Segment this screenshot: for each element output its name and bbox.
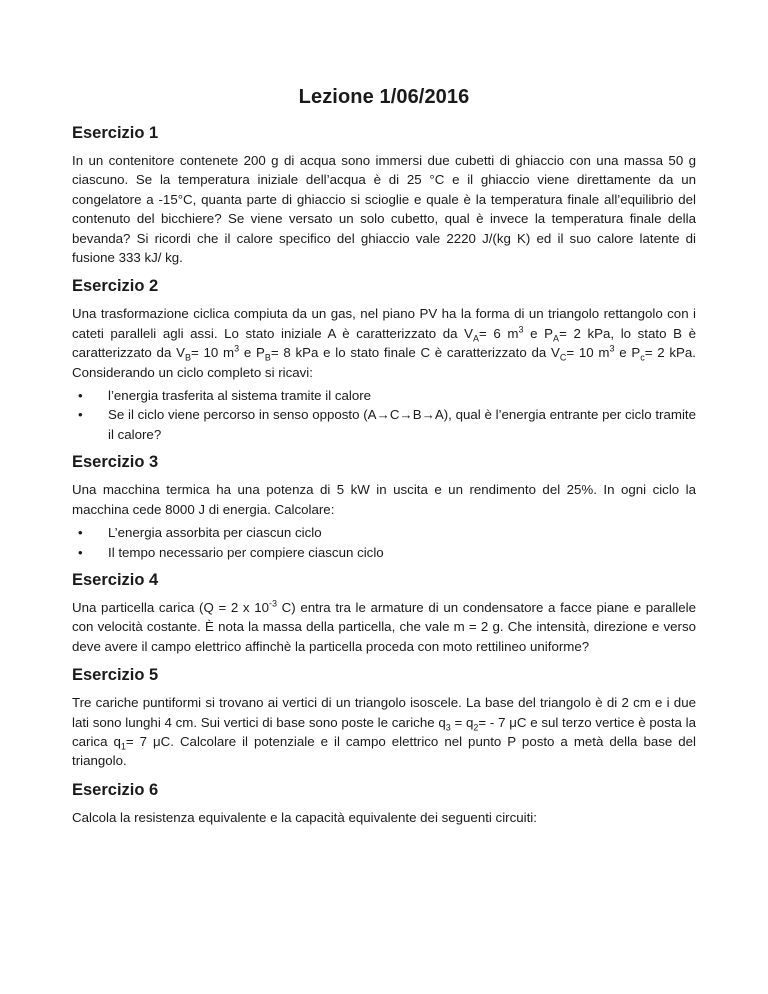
exercise-6-text: Calcola la resistenza equivalente e la capacità equivalente dei seguenti circuiti: [72,809,537,825]
bullet-icon: • [78,544,83,560]
exercise-6-heading: Esercizio 6 [72,780,159,799]
exercise-2-text: Una trasformazione ciclica compiuta da un gas, nel piano PV ha la forma di un triangolo rettangolo con i cateti paralleli agli assi. Lo stato iniziale A è caratterizzato da $V_A= 6$ $m^3$ e $P_A= 2$ kPa, lo stato B è caratterizzato da $V_B= 10$ $m^3$ e $P_B= 8$ kPa e lo stato finale C è caratterizzato da $V_C= 10$ $m^3$ e $P_c= 2$ kPa. Considerando un ciclo completo si ricavi: [72,306,696,380]
list-item: • L’energia assorbita per ciascun ciclo [72,523,696,542]
exercise-5-heading: Esercizio 5 [72,666,159,685]
exercise-5 [72,666,696,771]
page-title: Lezione 1/06/2016 [298,86,470,108]
bullet-icon: • [78,525,83,541]
exercise-4-text: Una particella carica (Q = 2 x $10^{-3}$ C) entra tra le armature di un condensatore a facce piane e parallele con velocità costante. È nota la massa della particella, che vale m = 2 g. Che intensità, direzione e verso deve avere il campo elettrico affinchè la particella proceda con moto rettilineo uniforme? [72,598,697,654]
bullet-icon: • [78,407,83,423]
exercise-2-bullet-list [72,386,696,444]
bullet-icon: • [78,388,83,404]
exercise-4 [72,571,696,656]
exercise-2 [72,277,696,444]
exercise-5-text: Tre cariche puntiformi si trovano ai vertici di un triangolo isoscele. La base del triangolo è di 2 cm e i due lati sono lunghi 4 cm. Sui vertici di base sono poste le cariche $q_3 = q_2= - 7$ μC e sul terzo vertice è posta la carica $q_1= 7$ μC. Calcolare il potenziale e il campo elettrico nel punto P posto a metà della base del triangolo. [72,695,697,769]
exercise-3-bullet-list [72,523,696,562]
list-item: • Il tempo necessario per compiere ciascun ciclo [72,543,696,562]
exercise-1 [72,124,696,267]
list-item: • l’energia trasferita al sistema tramite il calore [72,386,696,405]
exercise-3-text: Una macchina termica ha una potenza di 5 kW in uscita e un rendimento del 25%. In ogni ciclo la macchina cede 8000 J di energia. Calcolare: [72,482,696,517]
exercise-3-heading: Esercizio 3 [72,453,159,472]
exercise-1-text: In un contenitore contenete 200 g di acqua sono immersi due cubetti di ghiaccio con una massa 50 g ciascuno. Se la temperatura iniziale dell’acqua è di 25 °C e il ghiaccio viene direttamente da un congelatore a -15°C, quanta parte di ghiaccio si scioglie e quale è la temperatura finale all’equilibrio del contenuto del bicchiere? Se viene versato un solo cubetto, qual è invece la temperatura finale della bevanda? Si ricordi che il calore specifico del ghiaccio vale 2220 J/(kg K) ed il suo calore latente di fusione 333 kJ/ kg. [72,153,696,266]
exercise-2-heading: Esercizio 2 [72,277,159,296]
list-item: • Se il ciclo viene percorso in senso opposto (A→C→B→A), qual è l’energia entrante per ciclo tramite il calore? [78,407,696,442]
exercise-6 [72,781,696,827]
exercise-3 [72,453,696,562]
exercise-4-heading: Esercizio 4 [72,570,159,589]
exercise-1-heading: Esercizio 1 [72,124,159,142]
